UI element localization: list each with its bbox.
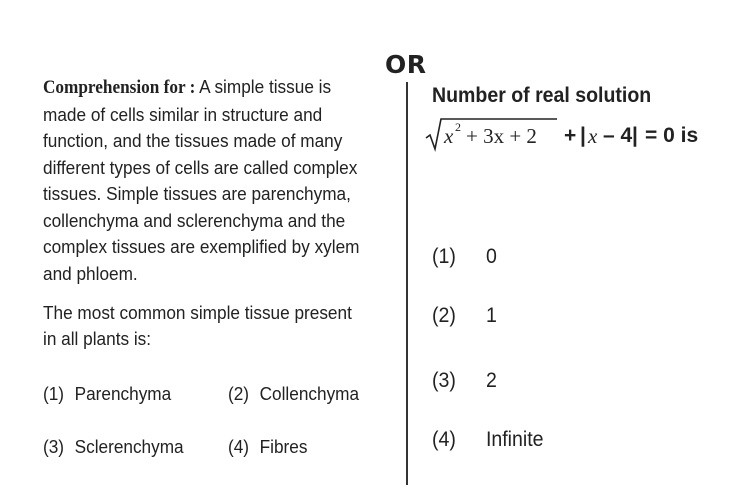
passage-line-4: different types of cells are called complex	[43, 156, 358, 178]
right-option-1-number: (1)	[432, 245, 456, 268]
right-question-title: Number of real solution	[432, 84, 652, 107]
or-separator-label: OR	[385, 50, 427, 79]
passage-line-6: collenchyma and sclerenchyma and the	[43, 209, 346, 231]
right-option-2[interactable]	[432, 304, 497, 328]
right-option-4-number: (4)	[432, 428, 456, 451]
left-option-2-number: (2)	[228, 383, 250, 404]
radicand-variable: x	[444, 124, 454, 148]
passage-line-3: function, and the tissues made of many	[43, 130, 343, 151]
right-option-4[interactable]	[432, 428, 543, 452]
right-option-4-text: Infinite	[485, 428, 544, 451]
abs-close-bar: |	[632, 124, 638, 147]
passage-line-1: A simple tissue is	[199, 76, 332, 97]
equation-tail: = 0 is	[645, 124, 699, 147]
passage-line-7: complex tissues are exemplified by xylem	[43, 236, 360, 257]
left-option-4-text: Fibres	[259, 436, 308, 457]
right-option-2-number: (2)	[432, 304, 456, 327]
left-option-3-text: Sclerenchyma	[74, 436, 184, 457]
right-option-1[interactable]	[432, 245, 497, 269]
radicand-rest: + 3x + 2	[466, 124, 537, 148]
right-option-1-text: 0	[485, 245, 497, 268]
question-line-2: in all plants is:	[43, 328, 152, 349]
passage-line-8: and phloem.	[43, 262, 138, 284]
left-option-1-text: Parenchyma	[74, 383, 172, 404]
right-option-3-number: (3)	[432, 369, 456, 392]
abs-variable: x	[588, 124, 598, 148]
left-question-text	[43, 300, 393, 352]
right-option-3-text: 2	[485, 369, 497, 392]
abs-open-bar: |	[580, 124, 586, 147]
left-option-4-number: (4)	[228, 436, 250, 457]
equation	[424, 116, 724, 156]
left-option-2[interactable]	[228, 383, 359, 405]
left-option-1-number: (1)	[43, 383, 65, 404]
left-option-1[interactable]	[43, 383, 171, 405]
column-divider	[406, 82, 408, 485]
left-option-2-text: Collenchyma	[259, 383, 360, 404]
left-option-4[interactable]	[228, 436, 307, 458]
right-option-2-text: 1	[485, 304, 497, 327]
left-option-3-number: (3)	[43, 436, 65, 457]
question-line-1: The most common simple tissue present	[43, 302, 352, 323]
comprehension-passage	[43, 74, 393, 287]
passage-line-2: made of cells similar in structure and	[43, 103, 323, 125]
equation-plus: +	[564, 124, 577, 147]
left-option-3[interactable]	[43, 436, 184, 458]
right-option-3[interactable]	[432, 369, 497, 393]
abs-rest: – 4	[603, 124, 633, 147]
radicand-exponent: 2	[455, 120, 461, 134]
comprehension-lead: Comprehension for :	[43, 78, 196, 98]
left-question-block	[43, 74, 395, 287]
passage-line-5: tissues. Simple tissues are parenchyma,	[43, 183, 351, 204]
